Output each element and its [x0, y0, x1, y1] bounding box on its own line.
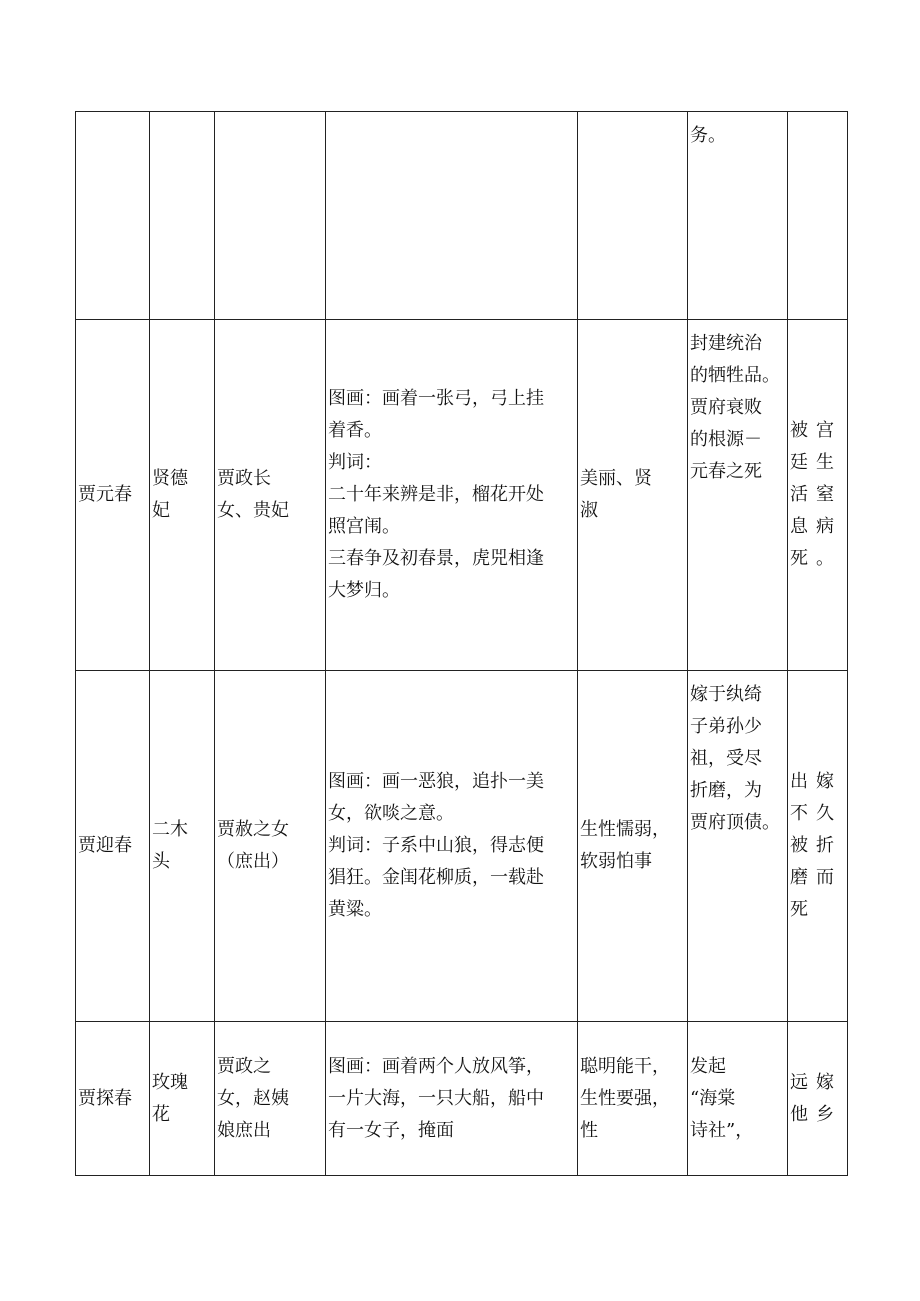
verdict-cell: 图画：画着两个人放风筝， 一片大海，一只大船，船中 有一女子，掩面: [326, 1022, 578, 1176]
character-table: [75, 111, 848, 1176]
verdict-cell: 图画：画着一张弓，弓上挂 着香。 判词： 二十年来辨是非，榴花开处 照宫闱。 三春争及初春景，虎兕相逢 大梦归。: [326, 320, 578, 671]
personality-cell: 聪明能干， 生性要强， 性: [578, 1022, 688, 1176]
name-cell: [76, 112, 150, 320]
fate-cell: 发起 “海棠 诗社”，: [688, 1022, 788, 1176]
personality-cell: 生性懦弱， 软弱怕事: [578, 671, 688, 1022]
personality-cell: [578, 112, 688, 320]
fate-cell: 封建统治 的牺牲品。 贾府衰败 的根源－ 元春之死: [688, 320, 788, 671]
personality-cell: 美丽、贤 淑: [578, 320, 688, 671]
nickname-cell: 玫瑰 花: [150, 1022, 215, 1176]
name-cell: 贾探春: [76, 1022, 150, 1176]
ending-cell: 远嫁 他乡: [788, 1022, 848, 1176]
table-row: [76, 320, 848, 671]
fate-cell: 嫁于纨绮 子弟孙少 祖，受尽 折磨，为 贾府顶债。: [688, 671, 788, 1022]
ending-cell: 出嫁 不久 被折 磨而 死: [788, 671, 848, 1022]
identity-cell: 贾赦之女 （庶出）: [215, 671, 326, 1022]
verdict-cell: [326, 112, 578, 320]
fate-cell: 务。: [688, 112, 788, 320]
nickname-cell: 二木 头: [150, 671, 215, 1022]
table-row: [76, 112, 848, 320]
identity-cell: 贾政长 女、贵妃: [215, 320, 326, 671]
identity-cell: [215, 112, 326, 320]
table-row: [76, 671, 848, 1022]
table-row: [76, 1022, 848, 1176]
identity-cell: 贾政之 女，赵姨 娘庶出: [215, 1022, 326, 1176]
nickname-cell: 贤德 妃: [150, 320, 215, 671]
ending-cell: [788, 112, 848, 320]
ending-cell: 被宫 廷生 活窒 息病 死。: [788, 320, 848, 671]
name-cell: 贾元春: [76, 320, 150, 671]
name-cell: 贾迎春: [76, 671, 150, 1022]
verdict-cell: 图画：画一恶狼，追扑一美 女，欲啖之意。 判词：子系中山狼，得志便 猖狂。金闺花柳质，一载赴 黄粱。: [326, 671, 578, 1022]
nickname-cell: [150, 112, 215, 320]
